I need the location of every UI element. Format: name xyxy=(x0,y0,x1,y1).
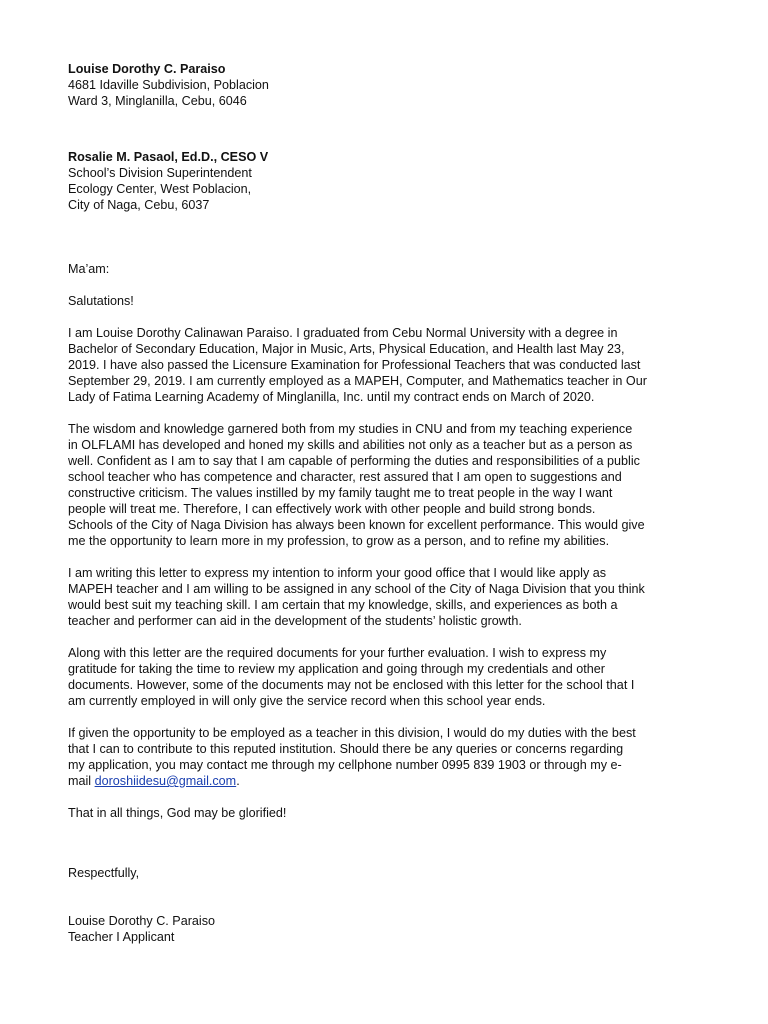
sender-address-line2: Ward 3, Minglanilla, Cebu, 6046 xyxy=(68,94,247,108)
letter-page xyxy=(68,61,708,945)
paragraph-line: my application, you may contact me through my cellphone number 0995 839 1903 or through my e- xyxy=(68,758,622,772)
signature-block xyxy=(68,913,708,945)
paragraph-line: would best suit my teaching skill. I am certain that my knowledge, skills, and experiences as both a xyxy=(68,598,618,612)
paragraph-line: The wisdom and knowledge garnered both from my studies in CNU and from my teaching experience xyxy=(68,422,633,436)
sender-block xyxy=(68,61,708,109)
paragraph-blessing: That in all things, God may be glorified! xyxy=(68,806,287,820)
paragraph-line: 2019. I have also passed the Licensure Examination for Professional Teachers that was conducted last xyxy=(68,358,641,372)
recipient-address-line2: City of Naga, Cebu, 6037 xyxy=(68,198,210,212)
paragraph-line: I am writing this letter to express my intention to inform your good office that I would like apply as xyxy=(68,566,607,580)
paragraph-line: If given the opportunity to be employed as a teacher in this division, I would do my duties with the best xyxy=(68,726,636,740)
sender-address-line1: 4681 Idaville Subdivision, Poblacion xyxy=(68,78,269,92)
paragraph-intention xyxy=(68,565,708,629)
paragraph-line: that I can to contribute to this reputed institution. Should there be any queries or concerns regarding xyxy=(68,742,624,756)
signature-title: Teacher I Applicant xyxy=(68,930,175,944)
recipient-block xyxy=(68,149,708,213)
salutation: Ma’am: xyxy=(68,262,110,276)
paragraph-line: Schools of the City of Naga Division has always been known for excellent performance. This would give xyxy=(68,518,645,532)
recipient-name: Rosalie M. Pasaol, Ed.D., CESO V xyxy=(68,150,269,164)
paragraph-line: Along with this letter are the required documents for your further evaluation. I wish to express my xyxy=(68,646,607,660)
paragraph-line: MAPEH teacher and I am willing to be assigned in any school of the City of Naga Division that you think xyxy=(68,582,645,596)
recipient-address-line1: Ecology Center, West Poblacion, xyxy=(68,182,252,196)
paragraph-line: in OLFLAMI has developed and honed my skills and abilities not only as a teacher but as a person as xyxy=(68,438,633,452)
paragraph-contact xyxy=(68,725,708,789)
paragraph-line-email xyxy=(68,773,708,789)
email-link[interactable]: doroshiidesu@gmail.com xyxy=(94,774,237,788)
recipient-title: School’s Division Superintendent xyxy=(68,166,252,180)
paragraph-line: September 29, 2019. I am currently employed as a MAPEH, Computer, and Mathematics teacher in Our xyxy=(68,374,647,388)
signature-name: Louise Dorothy C. Paraiso xyxy=(68,914,215,928)
paragraph-documents xyxy=(68,645,708,709)
paragraph-line: gratitude for taking the time to review my application and going through my credentials and other xyxy=(68,662,605,676)
email-prefix: mail xyxy=(68,774,95,788)
paragraph-line: constructive criticism. The values instilled by my family taught me to treat people in the way I want xyxy=(68,486,613,500)
greeting: Salutations! xyxy=(68,294,134,308)
paragraph-line: Bachelor of Secondary Education, Major in Music, Arts, Physical Education, and Health last May 23, xyxy=(68,342,625,356)
paragraph-line: me the opportunity to learn more in my profession, to grow as a person, and to refine my abilities. xyxy=(68,534,610,548)
email-suffix: . xyxy=(236,774,240,788)
paragraph-line: school teacher who has competence and character, rest assured that I am open to suggestions and xyxy=(68,470,622,484)
paragraph-line: am currently employed in will only give the service record when this school year ends. xyxy=(68,694,546,708)
paragraph-line: people will treat me. Therefore, I can effectively work with other people and build strong bonds. xyxy=(68,502,596,516)
closing: Respectfully, xyxy=(68,866,140,880)
paragraph-education xyxy=(68,325,708,405)
paragraph-line: well. Confident as I am to say that I am capable of performing the duties and responsibilities of a public xyxy=(68,454,640,468)
paragraph-line: I am Louise Dorothy Calinawan Paraiso. I graduated from Cebu Normal University with a degree in xyxy=(68,326,618,340)
paragraph-experience xyxy=(68,421,708,549)
paragraph-line: Lady of Fatima Learning Academy of Minglanilla, Inc. until my contract ends on March of 2020. xyxy=(68,390,595,404)
sender-name: Louise Dorothy C. Paraiso xyxy=(68,62,226,76)
paragraph-line: teacher and performer can aid in the development of the students’ holistic growth. xyxy=(68,614,522,628)
paragraph-line: documents. However, some of the documents may not be enclosed with this letter for the school that I xyxy=(68,678,635,692)
